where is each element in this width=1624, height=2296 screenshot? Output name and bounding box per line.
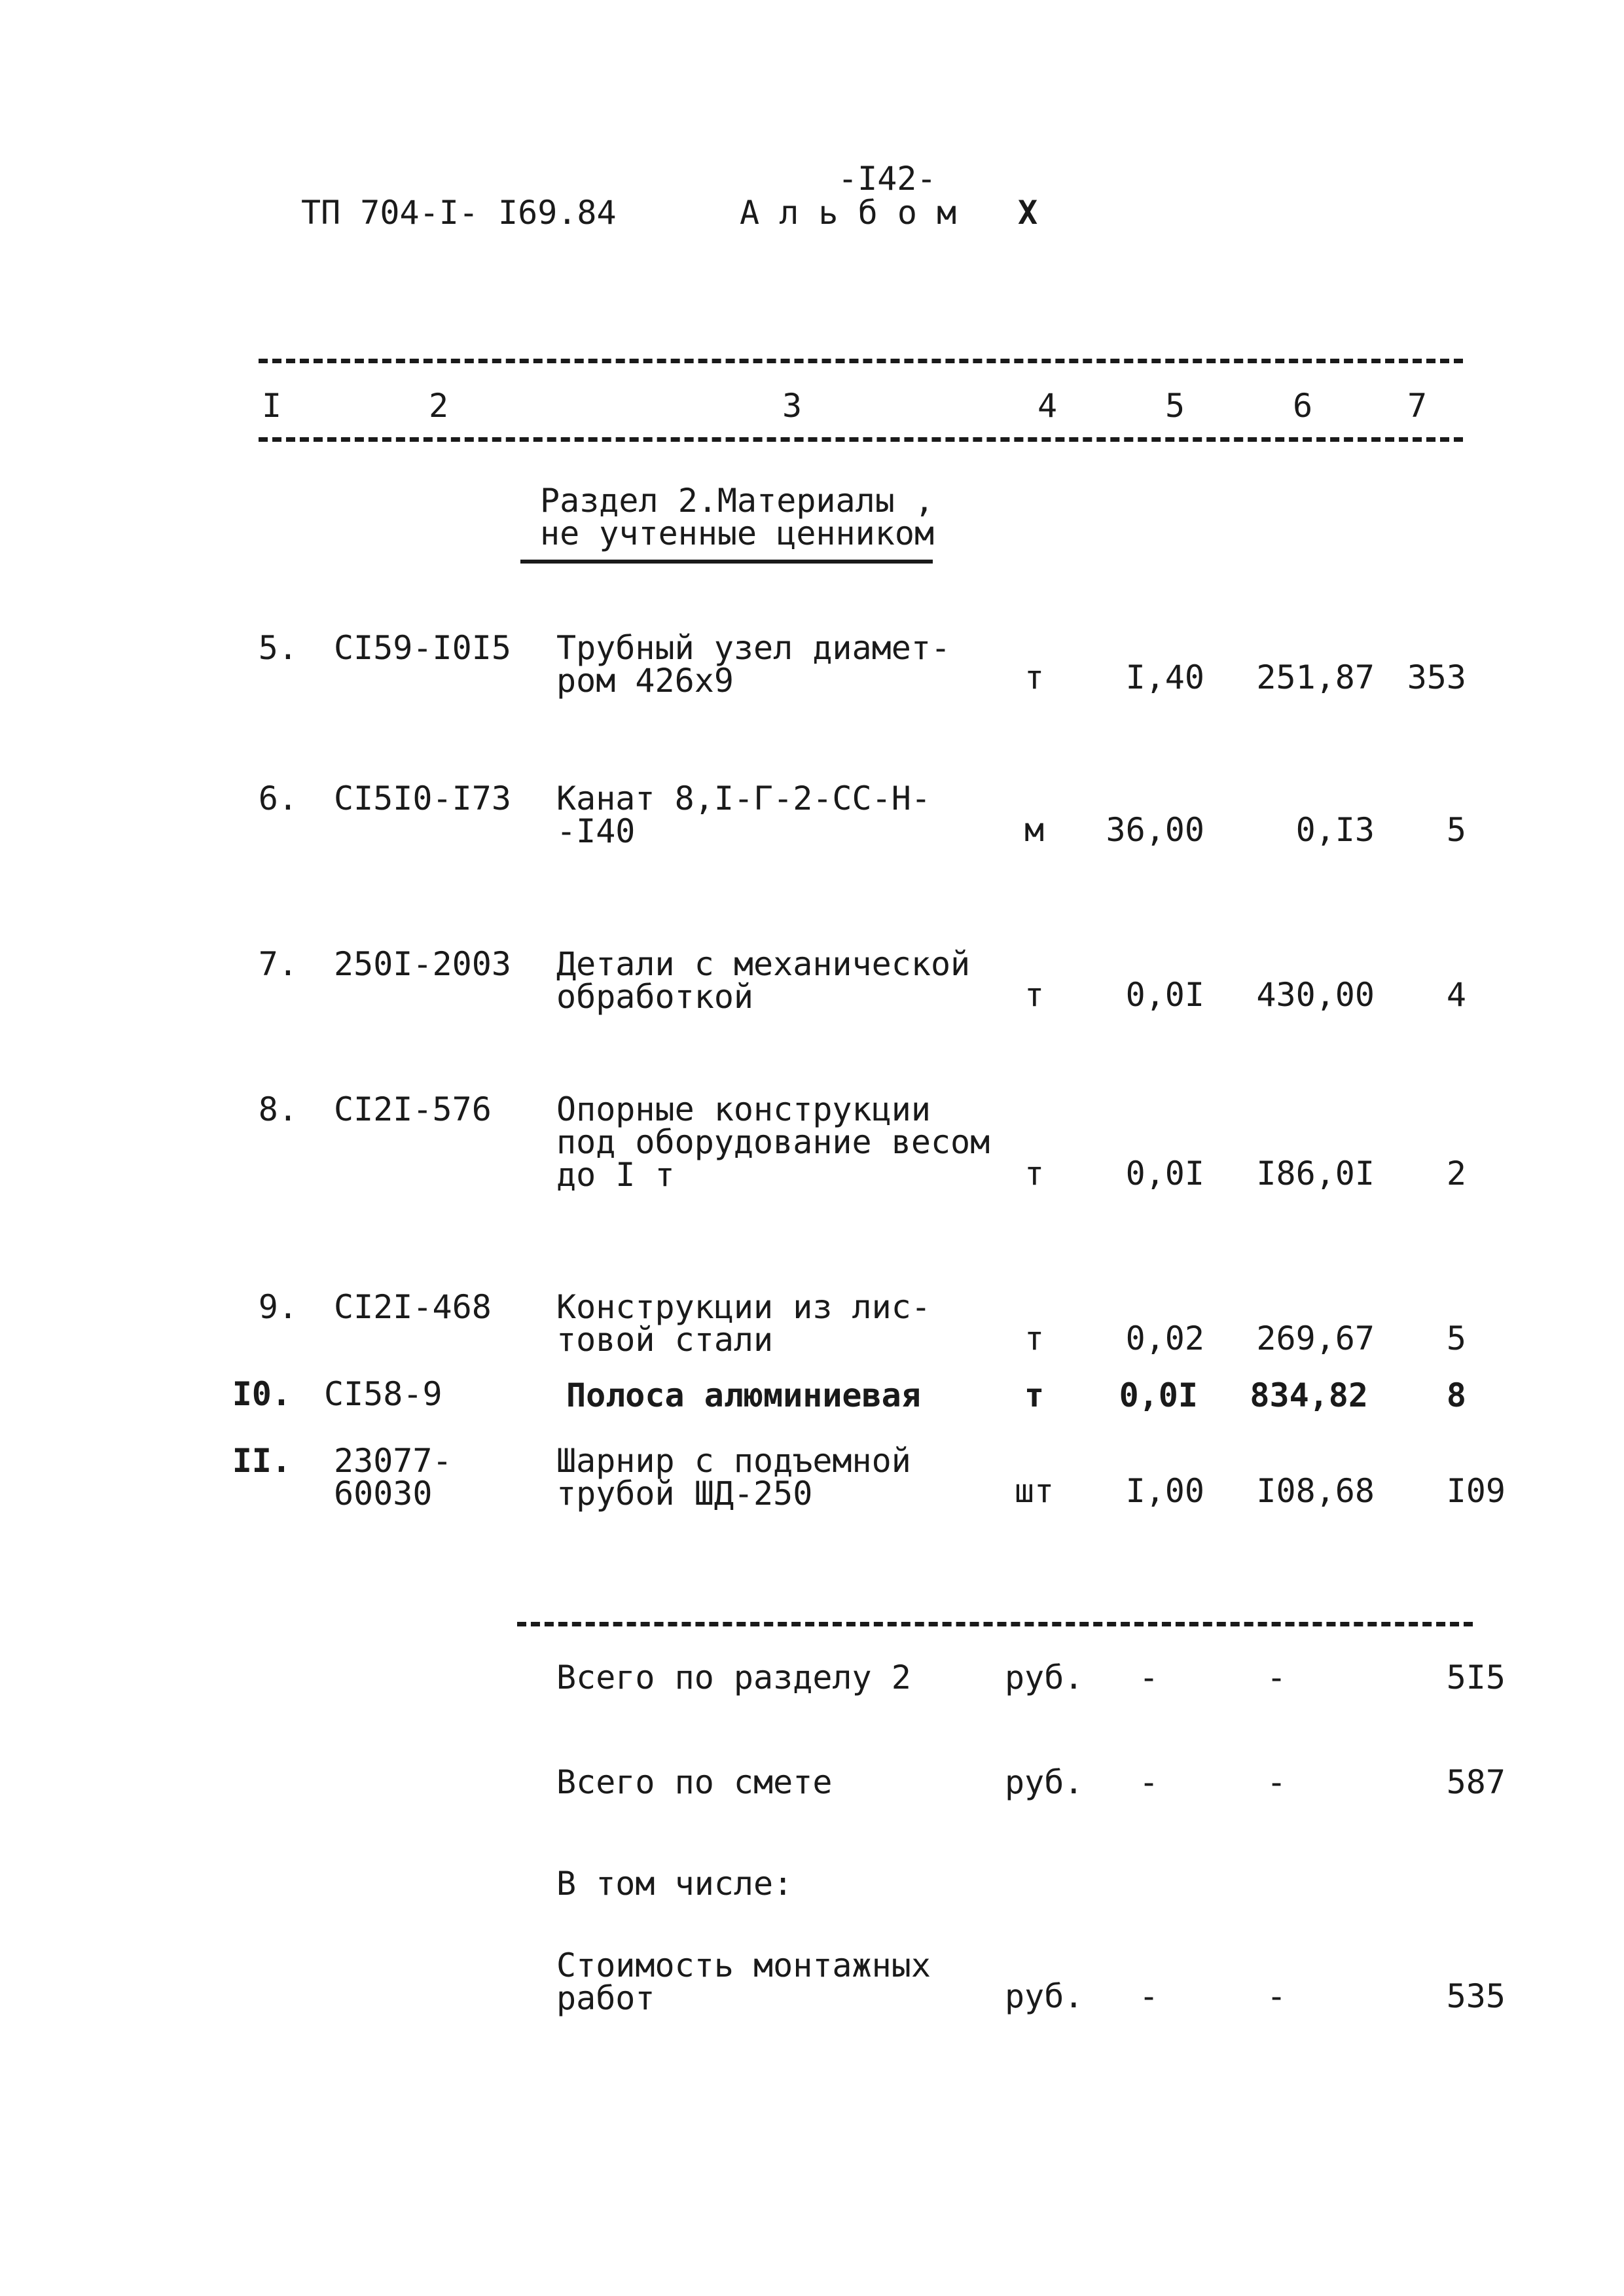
header-top-rule <box>259 359 1463 363</box>
row-total: 353 <box>1407 658 1466 696</box>
total-value: 587 <box>1446 1763 1506 1801</box>
row-name: Детали с механической обработкой <box>556 945 971 1016</box>
row-price: 269,67 <box>1256 1319 1375 1357</box>
total-unit: руб. <box>1005 1763 1084 1801</box>
row-unit: м <box>1024 811 1045 849</box>
row-number: 8. <box>258 1090 298 1128</box>
row-total: I09 <box>1446 1472 1506 1510</box>
section-title-line1: Раздел 2.Материалы , <box>540 482 935 520</box>
total-col6: - <box>1266 1659 1287 1696</box>
row-price: 834,82 <box>1250 1376 1368 1414</box>
row-code: CI2I-468 <box>334 1288 492 1326</box>
total-col6: - <box>1266 1763 1287 1801</box>
col-header-6: 6 <box>1292 387 1313 425</box>
section-title-underline <box>520 560 933 564</box>
row-code: CI59-I0I5 <box>334 629 511 667</box>
row-price: 430,00 <box>1256 976 1375 1014</box>
row-total: 5 <box>1446 1319 1466 1357</box>
row-unit: т <box>1024 1376 1045 1414</box>
row-price: 0,I3 <box>1295 811 1375 849</box>
row-number: 5. <box>258 629 298 667</box>
total-label: Всего по разделу 2 <box>556 1659 911 1696</box>
doc-code: ТП 704-I- I69.84 <box>301 194 617 232</box>
row-unit: т <box>1024 658 1045 696</box>
row-unit: т <box>1024 976 1045 1014</box>
row-code: 23077- 60030 <box>334 1442 452 1513</box>
album-label: А л ь б о м <box>740 194 957 232</box>
row-total: 2 <box>1446 1155 1466 1193</box>
row-name: Опорные конструкции под оборудование весом до I т <box>556 1090 990 1194</box>
row-number: I0. <box>232 1375 291 1413</box>
header-bottom-rule <box>259 437 1463 442</box>
row-qty: 0,0I <box>1125 976 1204 1014</box>
row-qty: I,40 <box>1125 658 1204 696</box>
col-header-4: 4 <box>1037 387 1058 425</box>
row-unit: шт <box>1014 1472 1055 1510</box>
row-number: 7. <box>258 945 298 983</box>
including-label: В том числе: <box>556 1865 793 1903</box>
installation-col5: - <box>1138 1977 1159 2015</box>
row-total: 5 <box>1446 811 1466 849</box>
row-name: Трубный узел диамет- ром 426х9 <box>556 629 951 700</box>
row-name: Шарнир с подъемной трубой ШД-250 <box>556 1442 911 1513</box>
row-qty: 0,02 <box>1125 1319 1204 1357</box>
row-price: 251,87 <box>1256 658 1375 696</box>
row-number: 9. <box>258 1288 298 1326</box>
row-qty: I,00 <box>1125 1472 1204 1510</box>
row-qty: 36,00 <box>1106 811 1204 849</box>
row-name: Конструкции из лис- товой стали <box>556 1288 931 1359</box>
row-qty: 0,0I <box>1119 1376 1198 1414</box>
row-code: CI2I-576 <box>334 1090 492 1128</box>
col-header-1: I <box>261 387 282 425</box>
row-number: II. <box>232 1442 291 1480</box>
installation-col6: - <box>1266 1977 1287 2015</box>
col-header-7: 7 <box>1407 387 1428 425</box>
row-unit: т <box>1024 1155 1045 1193</box>
row-code: CI58-9 <box>324 1375 442 1413</box>
installation-unit: руб. <box>1005 1977 1084 2015</box>
total-label: Всего по смете <box>556 1763 833 1801</box>
album-number: X <box>1018 194 1038 232</box>
row-name: Полоса алюминиевая <box>566 1376 921 1414</box>
page-number: -I42- <box>838 160 937 198</box>
row-code: CI5I0-I73 <box>334 780 511 817</box>
installation-value: 535 <box>1446 1977 1506 2015</box>
total-unit: руб. <box>1005 1659 1084 1696</box>
installation-label: Стоимость монтажных работ <box>556 1946 931 2017</box>
total-value: 5I5 <box>1446 1659 1506 1696</box>
total-col5: - <box>1138 1763 1159 1801</box>
total-col5: - <box>1138 1659 1159 1696</box>
row-name: Канат 8,I-Г-2-СС-Н- -I40 <box>556 780 931 850</box>
row-code: 250I-2003 <box>334 945 511 983</box>
col-header-5: 5 <box>1164 387 1185 425</box>
totals-rule <box>517 1622 1473 1626</box>
col-header-3: 3 <box>782 387 803 425</box>
col-header-2: 2 <box>428 387 449 425</box>
row-price: I86,0I <box>1256 1155 1375 1193</box>
section-title-line2: не учтенные ценником <box>540 514 935 552</box>
row-total: 4 <box>1446 976 1466 1014</box>
row-unit: т <box>1024 1319 1045 1357</box>
row-qty: 0,0I <box>1125 1155 1204 1193</box>
row-number: 6. <box>258 780 298 817</box>
row-total: 8 <box>1446 1376 1466 1414</box>
row-price: I08,68 <box>1256 1472 1375 1510</box>
